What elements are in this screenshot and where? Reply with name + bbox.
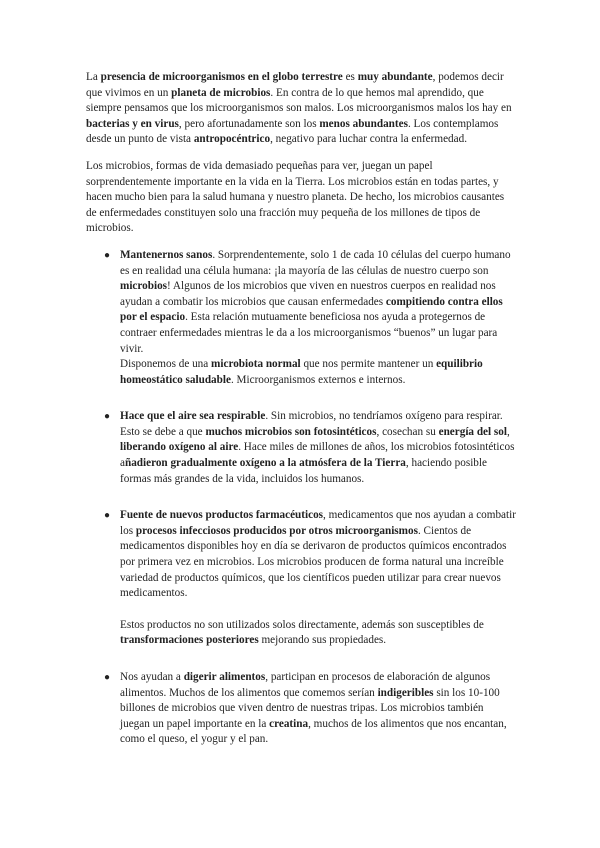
list-item-text: Mantenernos sanos. Sorprendentemente, solo 1 de cada 10 células del cuerpo humano es en realidad una célula humana: ¡la mayoría de las células de nuestro cuerpo son microbios! Algunos de los microbios que viven en nuestros cuerpos en realidad nos ayudan a combatir los microbios que causan enfermedades compitiendo contra ellos por el espacio. Esta relación mutuamente beneficiosa nos ayuda a protegernos de contraer enfermedades mientras le da a los microorganismos “buenos” un lugar para vivir. <box>120 248 511 355</box>
document-body <box>86 70 516 769</box>
bullet-icon: ● <box>104 672 111 683</box>
bullet-icon: ● <box>104 411 111 423</box>
microbes-paragraph: Los microbios, formas de vida demasiado pequeñas para ver, juegan un papel sorprendentemente importante en la vida en la Tierra. Los microbios están en todas partes, y hacen mucho bien para la salud humana y nuestro planeta. De hecho, los microbios causantes de enfermedades constituyen solo una fracción muy pequeña de los millones de tipos de microbios. <box>86 159 505 235</box>
benefits-list <box>86 248 516 748</box>
list-item-digestion <box>86 670 516 748</box>
list-item-air <box>86 409 516 487</box>
list-item-text: Hace que el aire sea respirable. Sin microbios, no tendríamos oxígeno para respirar. Esto se debe a que muchos microbios son fotosintéticos, cosechan su energía del sol, liberando oxígeno al aire. Hace miles de millones de años, los microbios fotosintéticos añadieron gradualmente oxígeno a la atmósfera de la Tierra, haciendo posible formas más grandes de la vida, incluidos los humanos. <box>120 410 515 485</box>
bullet-icon: ● <box>104 510 111 522</box>
bullet-icon: ● <box>104 249 111 261</box>
list-item-subtext: Disponemos de una microbiota normal que nos permite mantener un equilibrio homeostático saludable. Microorganismos externos e internos. <box>120 358 483 386</box>
list-item-note: Estos productos no son utilizados solos directamente, además son susceptibles de transformaciones posteriores mejorando sus propiedades. <box>120 618 484 647</box>
list-item-text: Nos ayudan a digerir alimentos, participan en procesos de elaboración de algunos alimentos. Muchos de los alimentos que comemos serían indigeribles sin los 10-100 billones de microbios que viven dentro de nuestras tripas. Los microbios también juegan un papel importante en la creatina, muchos de los alimentos que nos encantan, como el queso, el yogur y el pan. <box>120 671 507 746</box>
list-item-health <box>86 248 516 388</box>
intro-paragraph: La presencia de microorganismos en el globo terrestre es muy abundante, podemos decir que vivimos en un planeta de microbios. En contra de lo que hemos mal aprendido, que siempre pensamos que los microorganismos son malos. Los microorganismos malos los hay en bacterias y en virus, pero afortunadamente son los menos abundantes. Los contemplamos desde un punto de vista antropocéntrico, negativo para luchar contra la enfermedad. <box>86 71 512 146</box>
list-item-pharma <box>86 508 516 649</box>
list-item-text: Fuente de nuevos productos farmacéuticos, medicamentos que nos ayudan a combatir los procesos infecciosos producidos por otros microorganismos. Cientos de medicamentos disponibles hoy en día se derivaron de productos químicos encontrados por primera vez en microbios. Los microbios producen de forma natural una increíble variedad de productos químicos, que los científicos pueden utilizar para crear nuevos medicamentos. <box>120 509 516 600</box>
